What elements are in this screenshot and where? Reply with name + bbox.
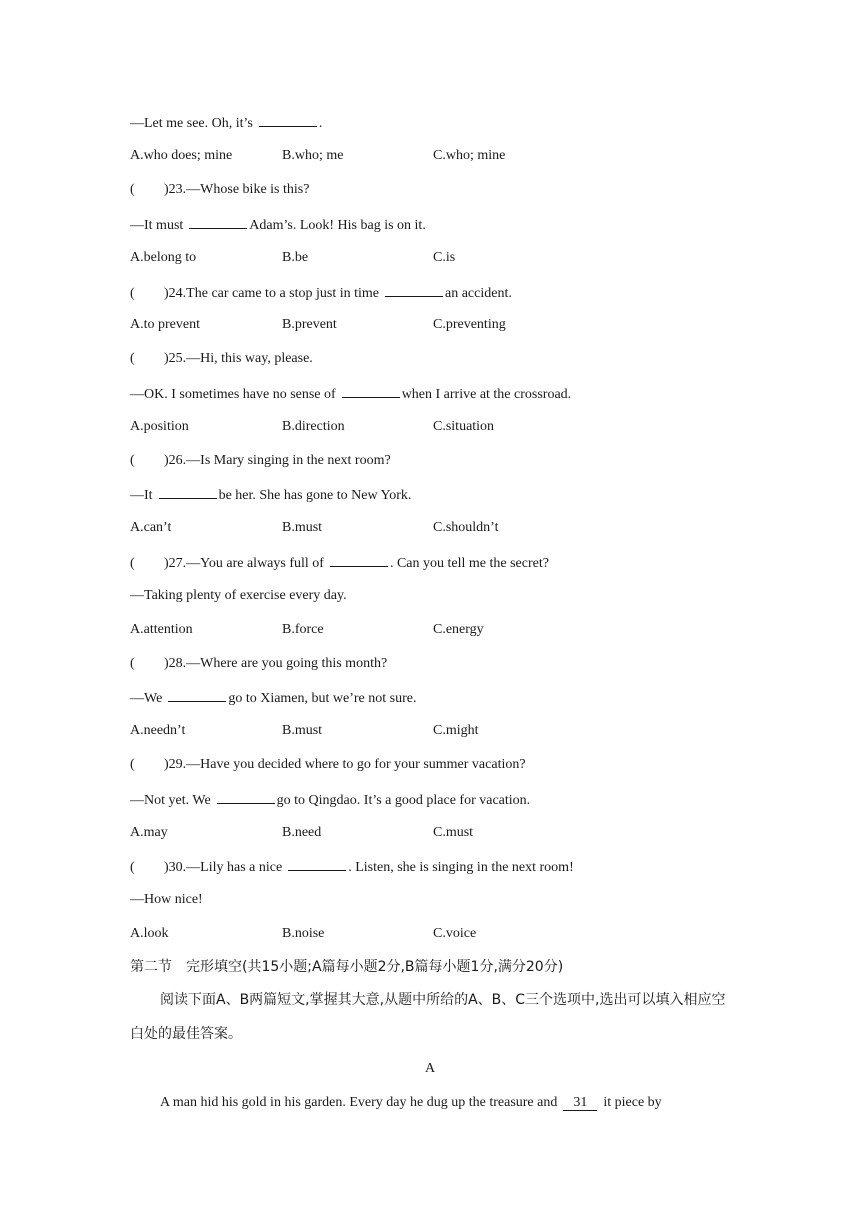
question-23-reply: —It must Adam’s. Look! His bag is on it. [130,215,426,235]
option-a: A.who does; mine [130,148,233,163]
option-c: C.preventing [433,317,506,332]
question-26: ( )26.—Is Mary singing in the next room? [130,453,391,468]
option-b: B.must [282,520,323,535]
option-a: A.position [130,419,189,434]
option-b: B.need [282,825,322,840]
question-29-reply: —Not yet. We go to Qingdao. It’s a good place for vacation. [130,790,530,810]
question-25: ( )25.—Hi, this way, please. [130,351,313,366]
section-instructions: 阅读下面A、B两篇短文,掌握其大意,从题中所给的A、B、C三个选项中,选出可以填入相应空白处的最佳答案。 [130,992,726,1042]
question-28-reply: —We go to Xiamen, but we’re not sure. [130,688,417,708]
question-30: ( )30.—Lily has a nice . Listen, she is singing in the next room! [130,857,574,877]
question-28: ( )28.—Where are you going this month? [130,656,388,671]
option-c: C.energy [433,622,484,637]
option-c: C.voice [433,926,477,941]
answer-blank [159,485,217,499]
question-25-reply: —OK. I sometimes have no sense of when I arrive at the crossroad. [130,384,571,404]
question-23: ( )23.—Whose bike is this? [130,182,310,197]
passage-text: A man hid his gold in his garden. Every day he dug up the treasure and 31 it piece by [160,1095,662,1110]
answer-blank [168,688,226,702]
answer-blank [385,283,443,297]
reply-text: —Let me see. Oh, it’s [130,116,253,131]
option-b: B.direction [282,419,345,434]
section-heading: 第二节 完形填空(共15小题;A篇每小题2分,B篇每小题1分,满分20分) [130,959,564,975]
question-30-reply: —How nice! [130,892,203,907]
answer-blank [259,113,317,127]
option-c: C.who; mine [433,148,506,163]
answer-blank [288,857,346,871]
cloze-blank-31: 31 [563,1096,597,1111]
option-a: A.needn’t [130,723,186,738]
question-26-reply: —It be her. She has gone to New York. [130,485,411,505]
option-a: A.look [130,926,169,941]
answer-blank [217,790,275,804]
option-b: B.must [282,723,323,738]
answer-blank [342,384,400,398]
option-c: C.shouldn’t [433,520,499,535]
option-a: A.can’t [130,520,172,535]
question-22-reply-line: —Let me see. Oh, it’s . [130,113,322,133]
question-27: ( )27.—You are always full of . Can you tell me the secret? [130,553,549,573]
answer-blank [189,215,247,229]
option-c: C.must [433,825,474,840]
option-b: B.noise [282,926,325,941]
option-a: A.attention [130,622,193,637]
option-a: A.may [130,825,168,840]
option-b: B.prevent [282,317,337,332]
answer-blank [330,553,388,567]
passage-label: A [424,1061,436,1076]
option-b: B.who; me [282,148,344,163]
option-b: B.force [282,622,324,637]
question-27-reply: —Taking plenty of exercise every day. [130,588,347,603]
option-a: A.belong to [130,250,197,265]
option-c: C.situation [433,419,495,434]
option-a: A.to prevent [130,317,200,332]
option-c: C.might [433,723,479,738]
question-29: ( )29.—Have you decided where to go for your summer vacation? [130,757,526,772]
option-b: B.be [282,250,309,265]
option-c: C.is [433,250,456,265]
question-24: ( )24.The car came to a stop just in time an accident. [130,283,512,303]
